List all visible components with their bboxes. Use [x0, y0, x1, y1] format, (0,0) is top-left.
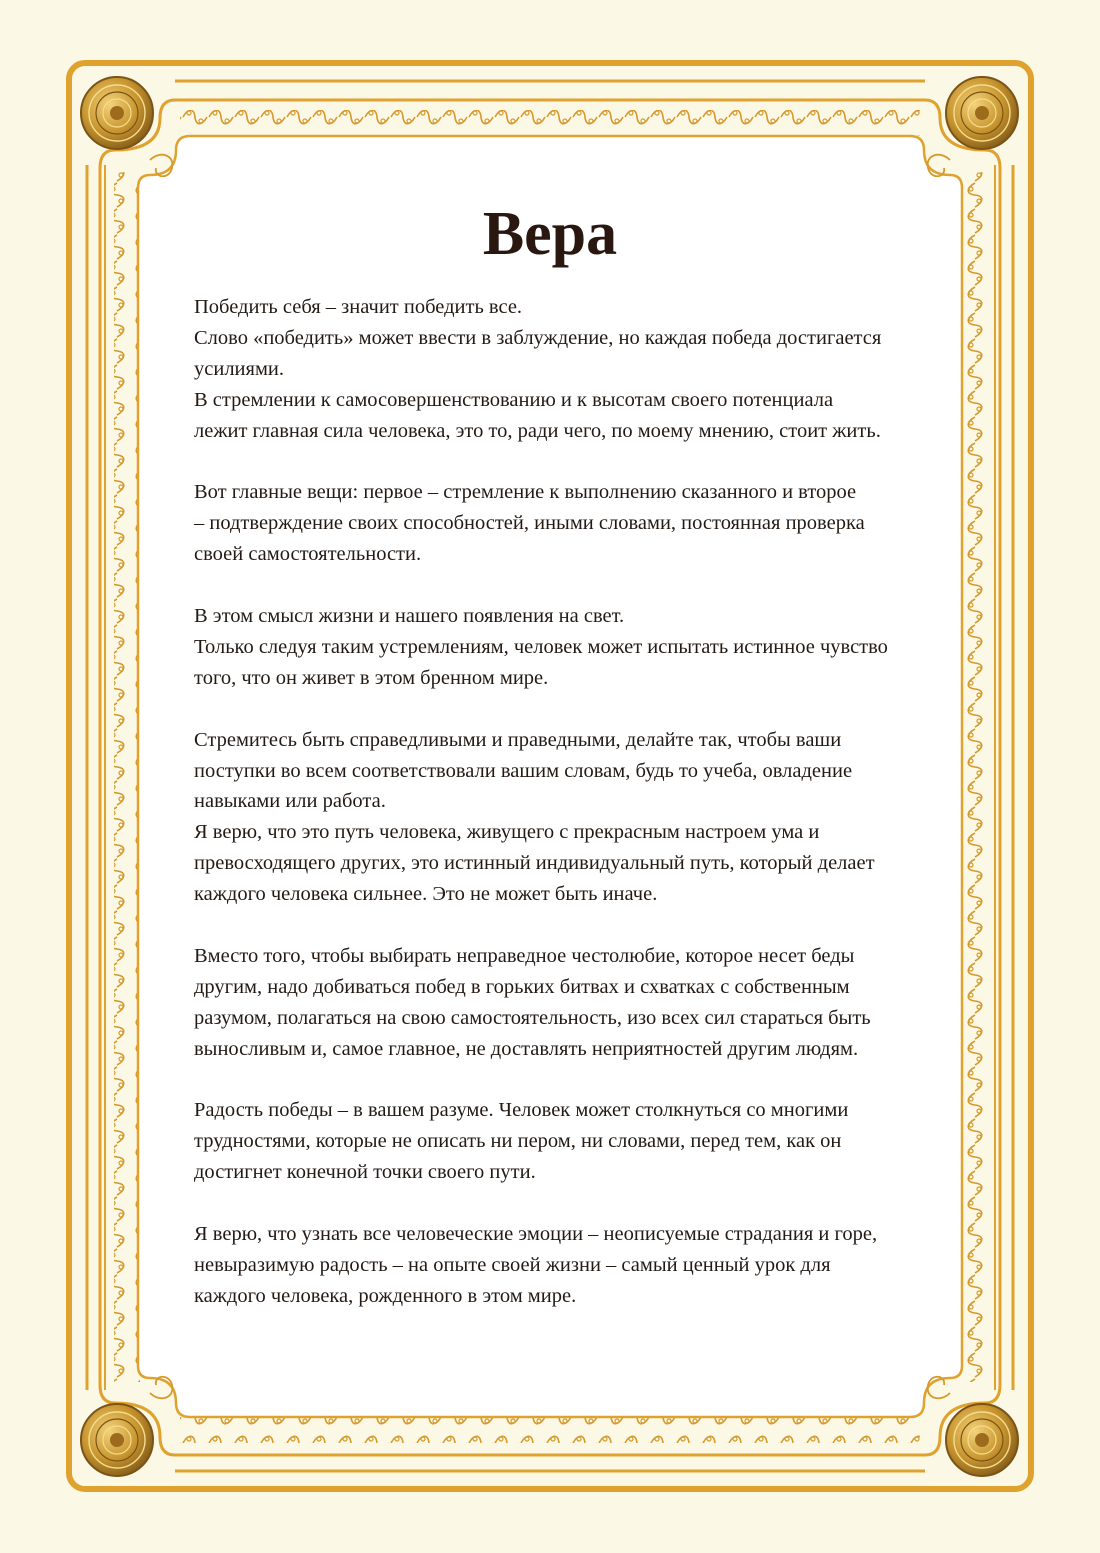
text-line: своей самостоятельности. [194, 543, 422, 566]
text-line: превосходящего других, это истинный индивидуальный путь, который делает [194, 852, 875, 875]
text-line: поступки во всем соответствовали вашим словам, будь то учеба, овладение [194, 759, 853, 782]
medallion-icon [946, 77, 1018, 149]
text-line: Вместо того, чтобы выбирать неправедное честолюбие, которое несет беды [194, 944, 855, 967]
text-line: лежит главная сила человека, это то, ради чего, по моему мнению, стоит жить. [194, 419, 881, 442]
paragraph [194, 477, 934, 570]
medallion-icon [946, 1404, 1018, 1476]
text-line: В стремлении к самосовершенствованию и к высотам своего потенциала [194, 388, 834, 411]
document-body [194, 292, 934, 1343]
text-line: Победить себя – значит победить все. [194, 296, 523, 318]
text-line: трудностями, которые не описать ни пером, ни словами, перед тем, как он [194, 1130, 842, 1153]
paragraph [194, 601, 934, 694]
text-line: Стремитесь быть справедливыми и праведными, делайте так, чтобы ваши [194, 728, 842, 751]
medallion-icon [81, 1404, 153, 1476]
paragraph [194, 725, 934, 910]
text-line: усилиями. [194, 357, 285, 380]
text-line: каждого человека сильнее. Это не может быть иначе. [194, 883, 658, 906]
text-line: другим, надо добиваться побед в горьких битвах и схватках с собственным [194, 975, 850, 998]
text-line: того, что он живет в этом бренном мире. [194, 666, 549, 689]
paragraph [194, 1095, 934, 1188]
text-line: Только следуя таким устремлениям, человек может испытать истинное чувство [194, 635, 888, 658]
paragraph [194, 292, 934, 447]
paragraph [194, 1219, 934, 1312]
text-line: достигнет конечной точки своего пути. [194, 1161, 536, 1184]
text-line: выносливым и, самое главное, не доставлять неприятностей другим людям. [194, 1037, 859, 1060]
text-line: Радость победы – в вашем разуме. Человек может столкнуться со многими [194, 1099, 849, 1122]
text-line: невыразимую радость – на опыте своей жизни – самый ценный урок для [194, 1254, 831, 1276]
paragraph [194, 941, 934, 1065]
text-line: Я верю, что узнать все человеческие эмоции – неописуемые страдания и горе, [194, 1223, 878, 1246]
text-line: Слово «победить» может ввести в заблуждение, но каждая победа достигается [194, 326, 882, 349]
text-line: – подтверждение своих способностей, иными словами, постоянная проверка [194, 512, 865, 535]
medallion-icon [81, 77, 153, 149]
text-line: навыками или работа. [194, 790, 386, 813]
text-line: каждого человека, рожденного в этом мире. [194, 1284, 577, 1307]
document-title: Вера [482, 200, 618, 268]
text-line: Вот главные вещи: первое – стремление к выполнению сказанного и второе [194, 481, 857, 504]
text-line: разумом, полагаться на свою самостоятельность, изо всех сил стараться быть [194, 1006, 871, 1029]
text-line: Я верю, что это путь человека, живущего с прекрасным настроем ума и [194, 821, 820, 844]
text-line: В этом смысл жизни и нашего появления на свет. [194, 605, 625, 628]
